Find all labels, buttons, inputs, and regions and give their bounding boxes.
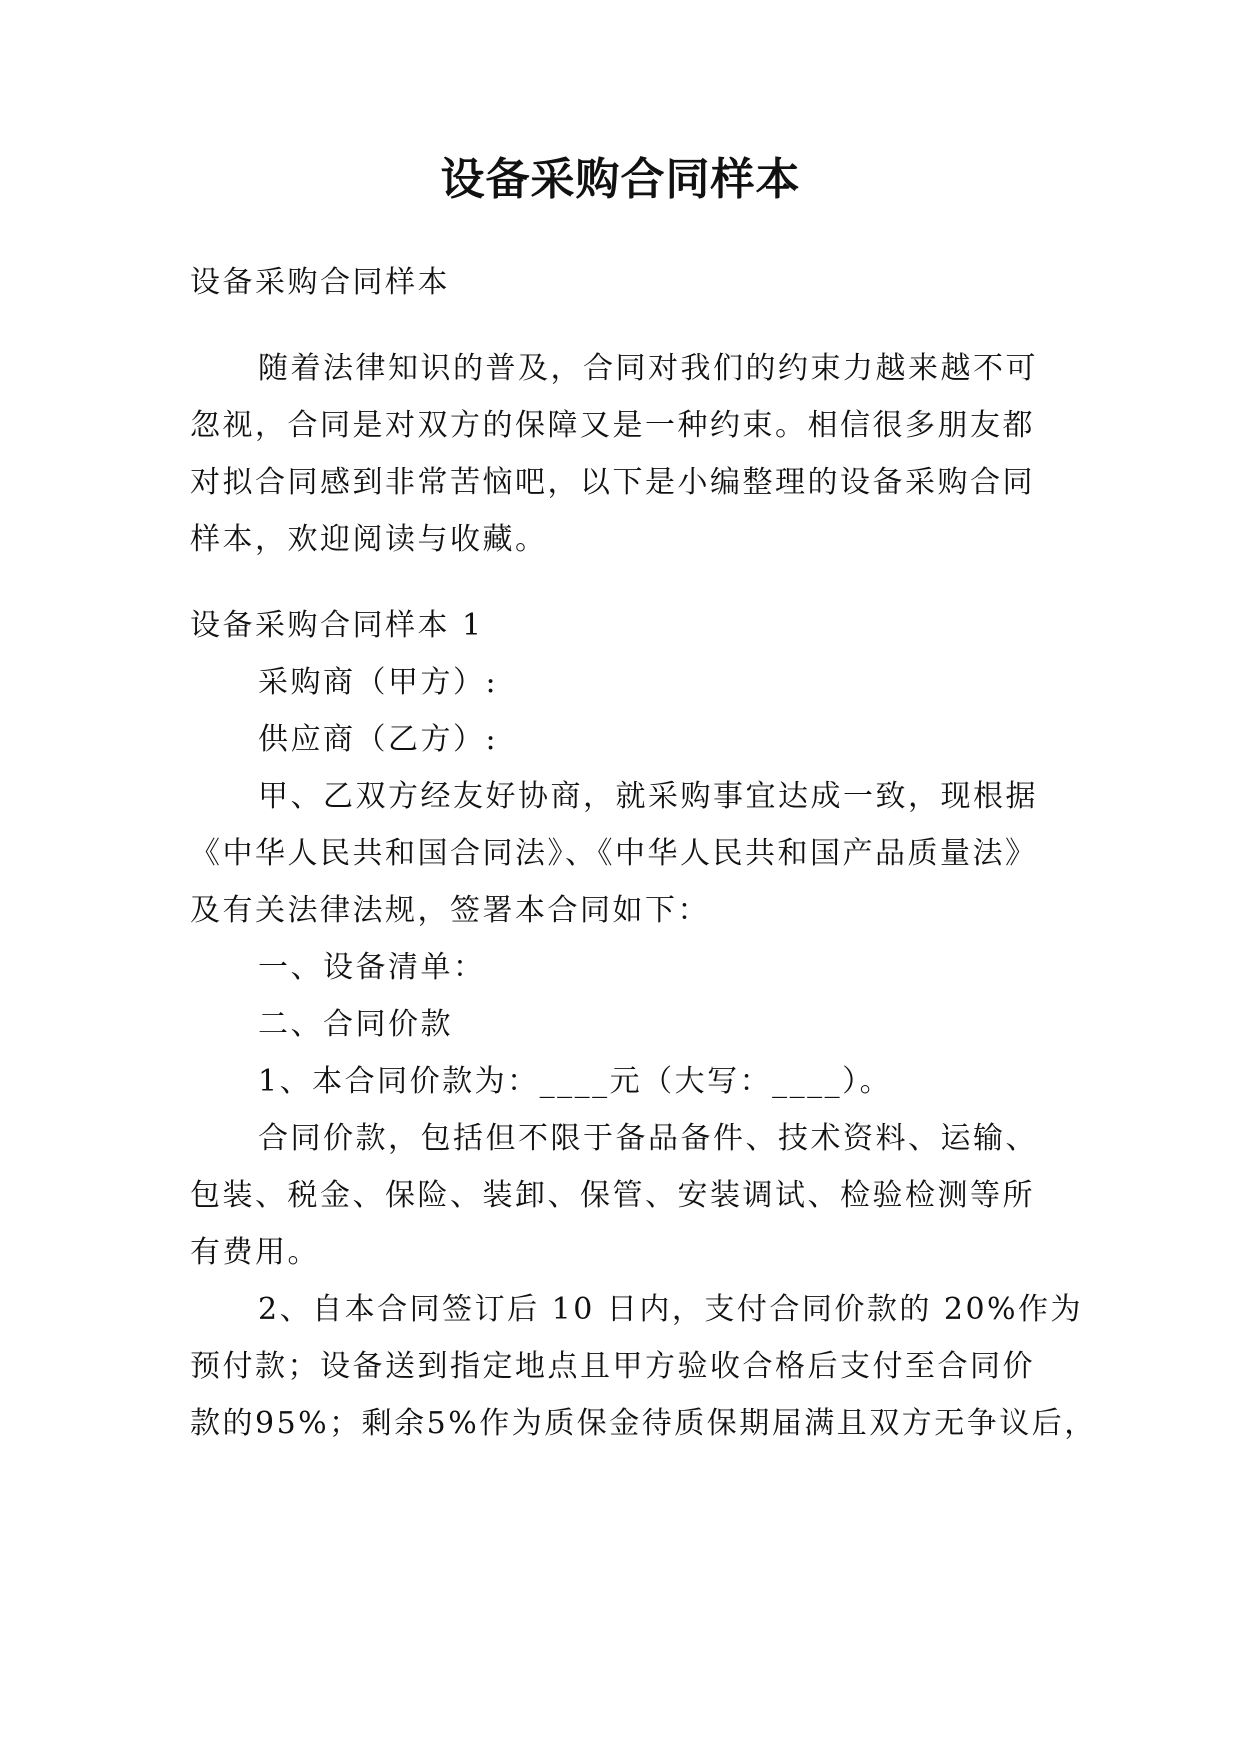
clause-2-heading: 二、合同价款	[258, 1007, 453, 1042]
paragraph-gap	[190, 568, 1052, 597]
clause-2-2-line: 款的95%；剩余5%作为质保金待质保期届满且双方无争议后，	[190, 1406, 1097, 1441]
price-scope-paragraph	[190, 1110, 1052, 1281]
clause-2-1: 1、本合同价款为：____元（大写：____）。	[258, 1064, 893, 1099]
preamble-paragraph	[190, 768, 1052, 939]
clause-2-2-line: 2、自本合同签订后 10 日内，支付合同价款的 20%作为	[258, 1292, 1084, 1327]
intro-line: 随着法律知识的普及，合同对我们的约束力越来越不可	[258, 351, 1038, 386]
price-scope-line: 包装、税金、保险、装卸、保管、安装调试、检验检测等所	[190, 1178, 1035, 1213]
section-heading: 设备采购合同样本 1	[190, 608, 484, 643]
intro-line: 忽视，合同是对双方的保障又是一种约束。相信很多朋友都	[190, 408, 1035, 443]
supplier-line: 供应商（乙方）:	[258, 722, 499, 757]
document-body	[190, 254, 1097, 1452]
clause-1-heading: 一、设备清单：	[258, 950, 486, 985]
buyer-line: 采购商（甲方）:	[258, 665, 499, 700]
paragraph-gap	[190, 311, 1052, 340]
price-scope-line: 合同价款，包括但不限于备品备件、技术资料、运输、	[258, 1121, 1038, 1156]
preamble-line: 《中华人民共和国合同法》、《中华人民共和国产品质量法》	[190, 836, 1038, 871]
clause-2-2-paragraph	[190, 1281, 1097, 1452]
document-subtitle: 设备采购合同样本	[190, 265, 450, 300]
price-scope-line: 有费用。	[190, 1235, 320, 1270]
preamble-line: 甲、乙双方经友好协商，就采购事宜达成一致，现根据	[258, 779, 1038, 814]
intro-line: 样本，欢迎阅读与收藏。	[190, 522, 548, 557]
intro-line: 对拟合同感到非常苦恼吧，以下是小编整理的设备采购合同	[190, 465, 1035, 500]
intro-paragraph	[190, 340, 1052, 568]
preamble-line: 及有关法律法规，签署本合同如下：	[190, 893, 710, 928]
document-title: 设备采购合同样本	[440, 154, 801, 205]
clause-2-2-line: 预付款；设备送到指定地点且甲方验收合格后支付至合同价	[190, 1349, 1035, 1384]
